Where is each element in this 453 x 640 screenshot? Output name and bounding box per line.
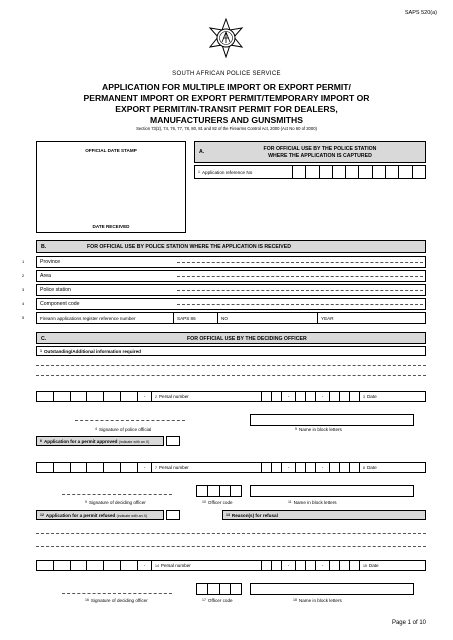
document-code: SAPS 520(a) — [404, 10, 437, 16]
application-reference-row: 1 Application reference No — [194, 165, 426, 179]
area-field[interactable] — [177, 276, 423, 277]
signature-deciding-officer-line-2[interactable] — [62, 593, 172, 594]
application-reference-label: Application reference No — [201, 169, 253, 175]
officer-code-label-1: $^{10}$ Officer code — [202, 500, 233, 505]
date-boxes-2c[interactable] — [329, 463, 359, 472]
persal-number-label-2: Persal number — [158, 465, 189, 470]
permit-approved-checkbox[interactable] — [166, 436, 180, 446]
police-station-row: Police station — [36, 284, 426, 296]
outstanding-info-line-2[interactable] — [36, 375, 426, 376]
date-boxes-1a[interactable] — [261, 392, 281, 401]
persal-boxes-3a[interactable] — [37, 561, 137, 570]
name-block-letters-input-1[interactable] — [250, 414, 414, 426]
page-number: Page 1 of 10 — [391, 620, 426, 626]
date-boxes-1c[interactable] — [329, 392, 359, 401]
section-a-header: A. FOR OFFICIAL USE BY THE POLICE STATION WHERE THE APPLICATION IS CAPTURED — [194, 141, 426, 163]
permit-approved-label-box: $^6$ Application for a permit approved (indicate with an X) — [36, 436, 164, 446]
register-no-field[interactable]: NO — [217, 313, 317, 323]
refusal-reason-line-2[interactable] — [36, 546, 426, 547]
persal-boxes-2a[interactable] — [37, 463, 137, 472]
persal-row-3: - 14 Persal number - - 15 Date — [36, 560, 426, 571]
persal-boxes-1a[interactable] — [37, 392, 137, 401]
component-code-field[interactable] — [177, 304, 423, 305]
name-block-letters-input-3[interactable] — [250, 583, 414, 595]
section-c-header: C. FOR OFFICIAL USE BY THE DECIDING OFFICER — [36, 332, 426, 344]
signature-police-official-label: $^4$ Signature of police official — [95, 427, 152, 432]
officer-code-label-2: $^{17}$ Officer code — [202, 598, 233, 603]
permit-refused-checkbox[interactable] — [166, 510, 180, 520]
province-row: Province — [36, 256, 426, 268]
persal-row-1: - 2 Persal number - - 3 Date — [36, 391, 426, 402]
date-boxes-3b[interactable] — [295, 561, 315, 570]
outstanding-info-line-1[interactable] — [36, 365, 426, 366]
name-block-letters-input-2[interactable] — [250, 485, 414, 497]
organization-name: SOUTH AFRICAN POLICE SERVICE — [172, 71, 281, 77]
officer-code-input-1[interactable] — [196, 485, 242, 497]
signature-deciding-officer-line-1[interactable] — [62, 494, 172, 495]
officer-code-input-2[interactable] — [196, 583, 242, 595]
date-boxes-1b[interactable] — [295, 392, 315, 401]
component-code-row: Component code — [36, 298, 426, 310]
area-row: Area — [36, 270, 426, 282]
date-boxes-2b[interactable] — [295, 463, 315, 472]
section-b-header: B. FOR OFFICIAL USE BY POLICE STATION WHERE THE APPLICATION IS RECEIVED — [36, 240, 426, 253]
application-reference-input[interactable] — [293, 166, 425, 178]
signature-deciding-officer-label-2: $^{16}$ Signature of deciding officer — [85, 598, 148, 603]
date-boxes-2a[interactable] — [261, 463, 281, 472]
date-received-label: DATE RECEIVED — [92, 224, 130, 229]
official-date-stamp-box — [36, 141, 186, 233]
refusal-reasons-label-box: $^{13}$ Reason(s) for refusal — [222, 510, 426, 520]
persal-number-label-3: Persal number — [160, 563, 191, 568]
register-year-field[interactable]: YEAR — [317, 313, 425, 323]
register-reference-row: Firearm applications register reference number SAPS 86 NO YEAR — [36, 312, 426, 324]
name-block-letters-label-2: $^{11}$ Name in block letters — [288, 500, 337, 505]
outstanding-info-label-row: $^1$ Outstanding/Additional information required — [36, 346, 426, 356]
signature-police-official-line[interactable] — [75, 420, 185, 421]
police-station-field[interactable] — [177, 290, 423, 291]
date-boxes-3c[interactable] — [329, 561, 359, 570]
province-field[interactable] — [177, 262, 423, 263]
saps-star-emblem — [206, 18, 246, 58]
persal-number-label-1: Persal number — [158, 394, 189, 399]
form-title: APPLICATION FOR MULTIPLE IMPORT OR EXPORT PERMIT/ PERMANENT IMPORT OR EXPORT PERMIT/TEMPORARY IMPORT OR EXPORT PERMIT/IN-TRANSIT PERMIT FOR DEALERS, MANUFACTURERS AND GUNSMITHS — [83, 82, 370, 125]
permit-refused-label-box: $^{12}$ Application for a permit refused (indicate with an X) — [36, 510, 164, 520]
date-boxes-3a[interactable] — [261, 561, 281, 570]
refusal-reason-line-1[interactable] — [36, 533, 426, 534]
name-block-letters-label-1: $^5$ Name in block letters — [295, 427, 342, 432]
stamp-box-title: OFFICIAL DATE STAMP — [85, 148, 137, 153]
name-block-letters-label-3: $^{18}$ Name in block letters — [293, 598, 342, 603]
signature-deciding-officer-label-1: $^9$ Signature of deciding officer — [85, 500, 146, 505]
persal-row-2: - 7 Persal number - - 8 Date — [36, 462, 426, 473]
legal-reference: Section 73(2), 74, 76, 77, 78, 80, 81 and 82 of the Firearms Control Act, 2000 (Act No 60 of 2000) — [136, 126, 317, 131]
